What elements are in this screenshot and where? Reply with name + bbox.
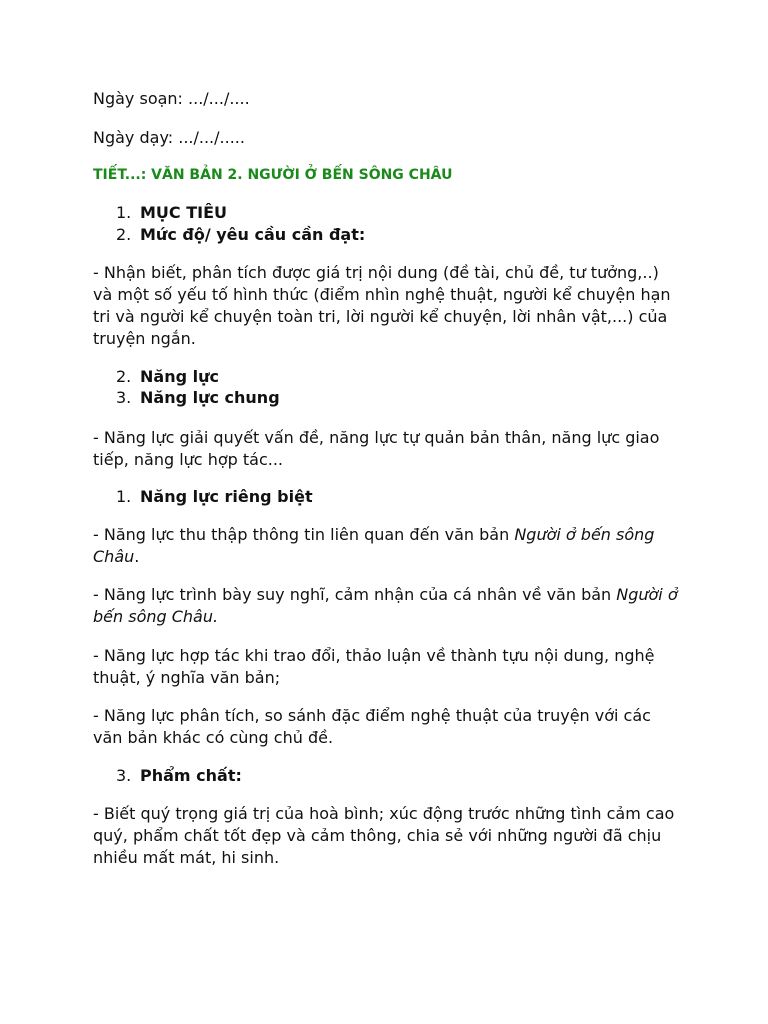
list-number: 1. bbox=[116, 487, 132, 506]
section-qualities: Phẩm chất: bbox=[140, 766, 242, 785]
section-requirements: Mức độ/ yêu cầu cần đạt: bbox=[140, 225, 366, 244]
paragraph-general-competence: - Năng lực giải quyết vấn đề, năng lực tự quản bản thân, năng lực giao tiếp, năng lực hợp tác... bbox=[93, 428, 660, 469]
list-number: 1. bbox=[116, 203, 132, 222]
lesson-title: TIẾT...: VĂN BẢN 2. NGƯỜI Ở BẾN SÔNG CHÂU bbox=[93, 167, 453, 183]
date-taught: Ngày dạy: .../.../..... bbox=[93, 128, 245, 147]
section-general-competence: Năng lực chung bbox=[140, 388, 280, 407]
paragraph-present-thoughts: - Năng lực trình bày suy nghĩ, cảm nhận của cá nhân về văn bản Người ở bến sông Châu. bbox=[93, 585, 678, 626]
paragraph-analysis: - Năng lực phân tích, so sánh đặc điểm nghệ thuật của truyện với các văn bản khác có cùng chủ đề. bbox=[93, 706, 651, 747]
list-number: 2. bbox=[116, 225, 132, 244]
paragraph-cooperation: - Năng lực hợp tác khi trao đổi, thảo luận về thành tựu nội dung, nghệ thuật, ý nghĩa văn bản; bbox=[93, 646, 655, 687]
paragraph-qualities: - Biết quý trọng giá trị của hoà bình; xúc động trước những tình cảm cao quý, phẩm chất tốt đẹp và cảm thông, chia sẻ với những người đã chịu nhiều mất mát, hi sinh. bbox=[93, 804, 675, 867]
list-number: 3. bbox=[116, 766, 132, 785]
paragraph-collect-info: - Năng lực thu thập thông tin liên quan đến văn bản Người ở bến sông Châu. bbox=[93, 525, 655, 566]
list-number: 3. bbox=[116, 388, 132, 407]
list-number: 2. bbox=[116, 367, 132, 386]
section-specific-competence: Năng lực riêng biệt bbox=[140, 487, 313, 506]
paragraph-knowledge: - Nhận biết, phân tích được giá trị nội dung (đề tài, chủ đề, tư tưởng,..) và một số yếu tố hình thức (điểm nhìn nghệ thuật, người kể chuyện hạn tri và người kể chuyện toàn tri, lời người kể chuyện, lời nhân vật,...) của truyện ngắn. bbox=[93, 263, 671, 348]
section-objectives: MỤC TIÊU bbox=[140, 203, 228, 222]
section-competence: Năng lực bbox=[140, 367, 219, 386]
date-prepared: Ngày soạn: .../.../.... bbox=[93, 89, 250, 108]
